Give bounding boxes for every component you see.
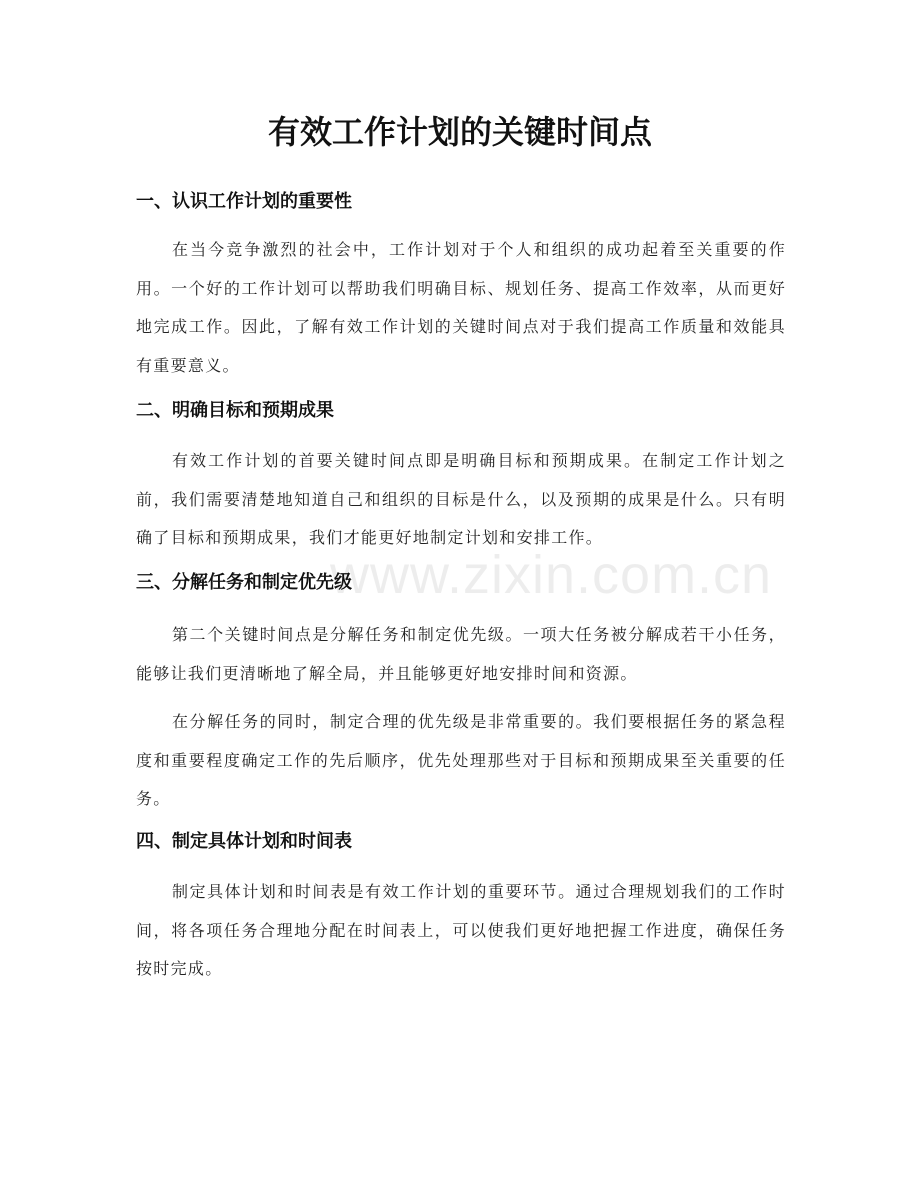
section-3-paragraph-2: 在分解任务的同时，制定合理的优先级是非常重要的。我们要根据任务的紧急程度和重要程度确定工作的先后顺序，优先处理那些对于目标和预期成果至关重要的任务。 [136,712,786,808]
section-heading-4: 四、制定具体计划和时间表 [136,831,352,852]
section-heading-2: 二、明确目标和预期成果 [136,400,334,421]
section-1-paragraph-1: 在当今竞争激烈的社会中，工作计划对于个人和组织的成功起着至关重要的作用。一个好的工作计划可以帮助我们明确目标、规划任务、提高工作效率，从而更好地完成工作。因此，了解有效工作计划的关键时间点对于我们提高工作质量和效能具有重要意义。 [136,240,786,375]
document-title: 有效工作计划的关键时间点 [267,113,652,151]
section-heading-3: 三、分解任务和制定优先级 [136,572,352,593]
watermark: www.zixin.com.cn [330,545,773,605]
section-4-paragraph-1: 制定具体计划和时间表是有效工作计划的重要环节。通过合理规划我们的工作时间，将各项任务合理地分配在时间表上，可以使我们更好地把握工作进度，确保任务按时完成。 [136,882,786,978]
section-2-paragraph-1: 有效工作计划的首要关键时间点即是明确目标和预期成果。在制定工作计划之前，我们需要清楚地知道自己和组织的目标是什么，以及预期的成果是什么。只有明确了目标和预期成果，我们才能更好地制定计划和安排工作。 [136,451,786,547]
section-heading-1: 一、认识工作计划的重要性 [136,191,352,212]
section-3-paragraph-1: 第二个关键时间点是分解任务和制定优先级。一项大任务被分解成若干小任务，能够让我们更清晰地了解全局，并且能够更好地安排时间和资源。 [136,625,786,683]
